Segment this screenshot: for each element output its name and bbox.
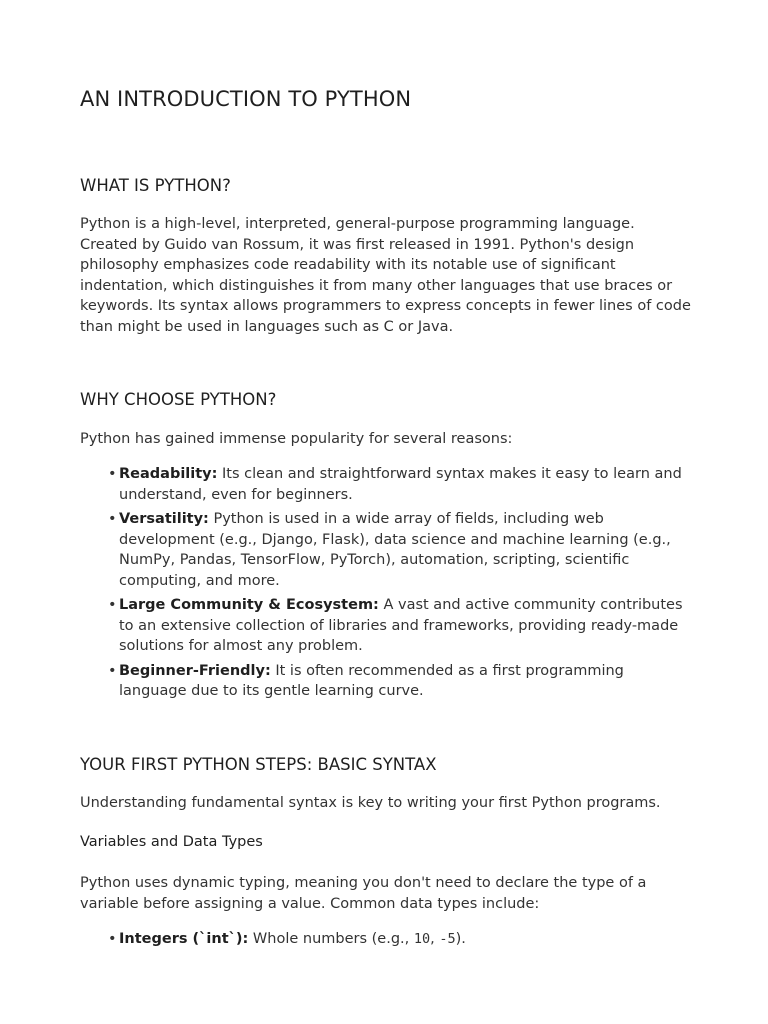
- data-types-list: [80, 929, 692, 954]
- subsection-heading-variables: Variables and Data Types: [80, 834, 263, 850]
- bullet-icon: •: [108, 597, 117, 613]
- list-item-term: Beginner-Friendly:: [119, 662, 271, 679]
- list-item-text: Its clean and straightforward syntax makes it easy to learn and understand, even for beginners.: [119, 466, 682, 503]
- section-heading-why-choose-python: WHY CHOOSE PYTHON?: [80, 390, 277, 409]
- list-item-text: Whole numbers (e.g.,: [248, 931, 414, 947]
- list-item-term: Readability:: [119, 466, 218, 482]
- inline-code: 10: [413, 931, 431, 947]
- list-item: [80, 464, 692, 505]
- section-heading-what-is-python: WHAT IS PYTHON?: [80, 176, 231, 195]
- list-item: [80, 509, 692, 591]
- list-item-term: Versatility:: [119, 511, 209, 527]
- list-item-separator: ,: [430, 931, 440, 947]
- bullet-icon: •: [108, 931, 117, 947]
- variables-paragraph: Python uses dynamic typing, meaning you don't need to declare the type of a variable before assigning a value. Common data types include:: [80, 875, 647, 912]
- list-item-text: Python is used in a wide array of fields, including web development (e.g., Django, Flask), data science and machine learning (e.g., NumPy, Pandas, TensorFlow, PyTorch), automation, scripting, scientific computing, and more.: [119, 511, 671, 589]
- bullet-icon: •: [108, 511, 117, 527]
- list-item-text-end: ).: [455, 931, 466, 947]
- list-item: [80, 661, 692, 702]
- what-is-python-paragraph: Python is a high-level, interpreted, general-purpose programming language. Created by Guido van Rossum, it was first released in 1991. Python's design philosophy emphasizes code readability with its notable use of significant indentation, which distinguishes it from many other languages that use braces or keywords. Its syntax allows programmers to express concepts in fewer lines of code than might be used in languages such as C or Java.: [80, 216, 691, 335]
- list-item: [80, 595, 692, 657]
- list-item: [80, 929, 692, 950]
- list-item-text: It is often recommended as a first programming language due to its gentle learning curve.: [119, 662, 624, 699]
- bullet-icon: •: [108, 662, 117, 679]
- list-item-text: A vast and active community contributes to an extensive collection of libraries and frameworks, providing ready-made solutions for almost any problem.: [119, 597, 683, 654]
- first-steps-intro: Understanding fundamental syntax is key to writing your first Python programs.: [80, 795, 661, 811]
- list-item-term: Large Community & Ecosystem:: [119, 597, 379, 613]
- inline-code: -5: [439, 931, 456, 947]
- bullet-icon: •: [108, 466, 117, 482]
- section-heading-first-python-steps: YOUR FIRST PYTHON STEPS: BASIC SYNTAX: [80, 755, 437, 774]
- reasons-list: [80, 464, 692, 706]
- document-title: AN INTRODUCTION TO PYTHON: [80, 87, 412, 111]
- list-item-term: Integers (`int`):: [119, 931, 249, 947]
- why-choose-python-intro: Python has gained immense popularity for several reasons:: [80, 431, 513, 447]
